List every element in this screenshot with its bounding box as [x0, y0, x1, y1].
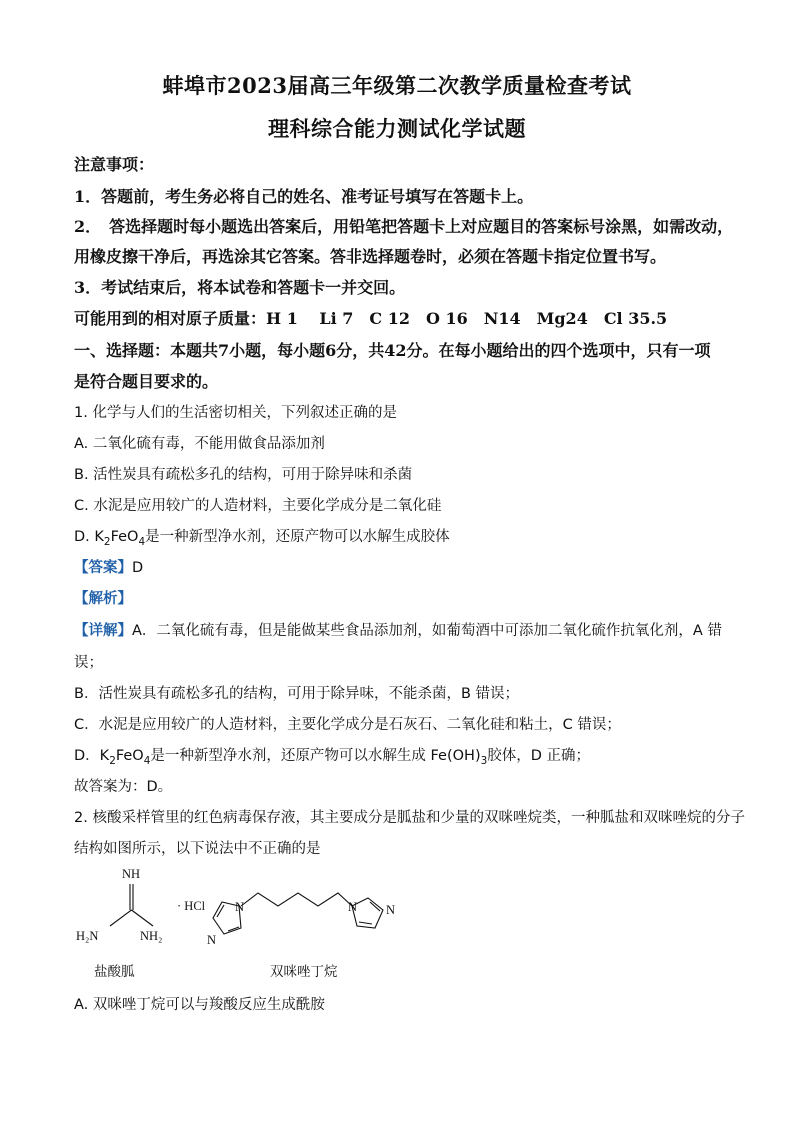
analysis-tag: 【解析】 — [74, 591, 132, 607]
n-atom-right-1: N — [348, 900, 358, 914]
answer-tag: 【答案】 — [74, 560, 132, 576]
q2-stem-a: 2. 核酸采样管里的红色病毒保存液，其主要成分是胍盐和少量的双咪唑烷类，一种胍盐和双咪唑烷的分子 — [74, 810, 745, 826]
q1-option-d: D. $K_2FeO_4$是一种新型净水剂，还原产物可以水解生成胶体 — [74, 529, 450, 548]
notice-item-3: 3．考试结束后，将本试卷和答题卡一并交回。 — [74, 278, 406, 297]
q1-analysis — [74, 587, 132, 608]
exam-title: 蚌埠市2023届高三年级第二次教学质量检查考试 — [162, 73, 632, 98]
molecular-structures-figure — [70, 862, 430, 987]
q2-stem-b: 结构如图所示，以下说法中不正确的是 — [74, 841, 321, 857]
q1-detail-b: B．活性炭具有疏松多孔的结构，可用于除异味，不能杀菌，B 错误； — [74, 686, 520, 702]
atomic-masses: 可能用到的相对原子质量：H 1 Li 7 C 12 O 16 N14 Mg24 Cl 35.5 — [74, 309, 668, 328]
q1-answer: 【答案】D — [74, 560, 144, 576]
n-atom-left-2: N — [207, 933, 217, 947]
n-atom-left-1: N — [235, 900, 245, 914]
h2n-label: H₂N — [76, 929, 99, 943]
q1-option-c: C. 水泥是应用较广的人造材料，主要化学成分是二氧化硅 — [74, 498, 442, 514]
hcl-label: · HCl — [177, 899, 206, 913]
section-heading-a: 一、选择题：本题共7小题，每小题6分，共42分。在每小题给出的四个选项中，只有一项 — [74, 341, 711, 360]
exam-subtitle: 理科综合能力测试化学试题 — [268, 116, 526, 141]
structure-drawings — [70, 862, 430, 962]
q1-stem: 1. 化学与人们的生活密切相关，下列叙述正确的是 — [74, 405, 397, 421]
notice-item-2b: 用橡皮擦干净后，再选涂其它答案。答非选择题卷时，必须在答题卡指定位置书写。 — [74, 247, 667, 266]
nh2-label: NH₂ — [140, 929, 163, 943]
caption-guanidine: 盐酸胍 — [94, 964, 135, 980]
notice-item-1: 1．答题前，考生务必将自己的姓名、准考证号填写在答题卡上。 — [74, 187, 534, 206]
n-atom-right-2: N — [386, 903, 396, 917]
q1-detail-c: C．水泥是应用较广的人造材料，主要化学成分是石灰石、二氧化硅和粘土，C 错误； — [74, 717, 621, 733]
guanidine-structure — [110, 884, 153, 926]
q2-option-a: A. 双咪唑丁烷可以与羧酸反应生成酰胺 — [74, 997, 325, 1013]
caption-bisimidazole: 双咪唑丁烷 — [270, 964, 338, 980]
q1-detail-a: 【详解】A．二氧化硫有毒，但是能做某些食品添加剂，如葡萄酒中可添加二氧化硫作抗氧化剂，A 错 — [74, 623, 722, 639]
q1-option-a: A. 二氧化硫有毒，不能用做食品添加剂 — [74, 436, 325, 452]
q1-conclusion: 故答案为：D。 — [74, 779, 173, 795]
q1-option-b: B. 活性炭具有疏松多孔的结构，可用于除异味和杀菌 — [74, 467, 413, 483]
detail-tag: 【详解】 — [74, 623, 132, 639]
q1-detail-a-cont: 误； — [74, 655, 103, 671]
q1-detail-d: D．$K_2FeO_4$是一种新型净水剂，还原产物可以水解生成 $Fe(OH)_3$胶体，D 正确； — [74, 748, 591, 767]
notice-item-2a: 2． 答选择题时每小题选出答案后，用铅笔把答题卡上对应题目的答案标号涂黑，如需改动， — [74, 217, 734, 236]
section-heading-b: 是符合题目要求的。 — [74, 372, 219, 391]
nh-label: NH — [122, 867, 141, 881]
notice-heading: 注意事项： — [74, 155, 155, 174]
